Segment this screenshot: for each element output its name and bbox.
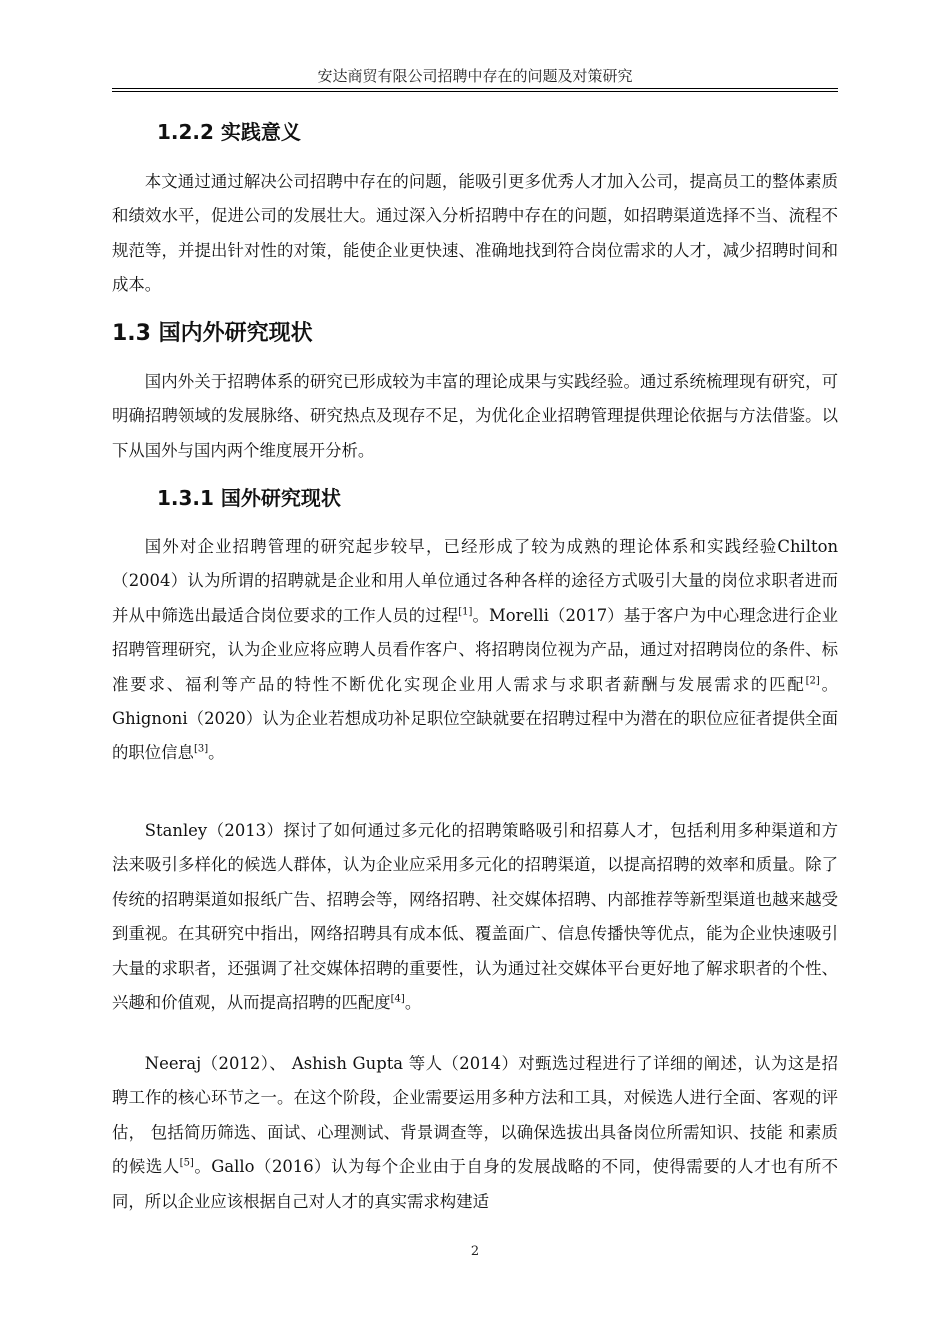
- text-run: 。: [404, 993, 422, 1013]
- paragraph-foreign-research-1: [112, 530, 838, 771]
- paragraph-foreign-research-3: [112, 1047, 838, 1219]
- text-run: 国外对企业招聘管理的研究起步较早，已经形成了较为成熟的理论体系和实践经验Chilton（2004）认为所谓的招聘就是企业和用人单位通过各种各样的途径方式吸引大量的岗位求职者进而并从中筛选出最适合岗位要求的工作人员的过程: [112, 537, 838, 625]
- header-rule: [112, 88, 838, 92]
- citation-ref: [4]: [390, 993, 405, 1005]
- paragraph-practical-significance: 本文通过通过解决公司招聘中存在的问题，能吸引更多优秀人才加入公司，提高员工的整体素质和绩效水平，促进公司的发展壮大。通过深入分析招聘中存在的问题，如招聘渠道选择不当、流程不规范等，并提出针对性的对策，能使企业更快速、准确地找到符合岗位需求的人才，减少招聘时间和成本。: [112, 172, 838, 295]
- citation-ref: [1]: [458, 606, 473, 618]
- heading-1-3: 1.3 国内外研究现状: [112, 321, 313, 346]
- text-run: 。: [208, 743, 225, 763]
- text-run: Neeraj（2012）、 Ashish Gupta 等人（2014）对甄选过程进行了详细的阐述，认为这是招聘工作的核心环节之一。在这个阶段，企业需要运用多种方法和工具，对候选人进行全面、客观的评估， 包括简历筛选、面试、心理测试、背景调查等，以确保选拔出具备岗位所需知识、技能 和素质的候选人: [112, 1054, 838, 1177]
- running-header: 安达商贸有限公司招聘中存在的问题及对策研究: [317, 67, 633, 85]
- citation-ref: [5]: [179, 1157, 194, 1169]
- citation-ref: [3]: [193, 743, 209, 755]
- text-run: 。Morelli（2017）基于客户为中心理念进行企业招聘管理研究，认为企业应将应聘人员看作客户、将招聘岗位视为产品，通过对招聘岗位的条件、标准要求、福利等产品的特性不断优化实现企业用人需求与求职者薪酬与发展需求的匹配: [112, 605, 839, 694]
- paragraph-foreign-research-2: [112, 814, 838, 1020]
- page-number: 2: [470, 1244, 480, 1259]
- text-run: 。Gallo（2016）认为每个企业由于自身的发展战略的不同，使得需要的人才也有所不同，所以企业应该根据自己对人才的真实需求构建适: [112, 1157, 839, 1211]
- paragraph-research-overview: 国内外关于招聘体系的研究已形成较为丰富的理论成果与实践经验。通过系统梳理现有研究，可明确招聘领域的发展脉络、研究热点及现存不足，为优化企业招聘管理提供理论依据与方法借鉴。以下从国外与国内两个维度展开分析。: [112, 372, 838, 460]
- text-run: 。Ghignoni（2020）认为企业若想成功补足职位空缺就要在招聘过程中为潜在的职位应征者提供全面的职位信息: [112, 674, 839, 763]
- text-run: Stanley（2013）探讨了如何通过多元化的招聘策略吸引和招募人才，包括利用多种渠道和方法来吸引多样化的候选人群体，认为企业应采用多元化的招聘渠道，以提高招聘的效率和质量。除了传统的招聘渠道如报纸广告、招聘会等，网络招聘、社交媒体招聘、内部推荐等新型渠道也越来越受到重视。在其研究中指出，网络招聘具有成本低、覆盖面广、信息传播快等优点，能为企业快速吸引大量的求职者，还强调了社交媒体招聘的重要性，认为通过社交媒体平台更好地了解求职者的个性、兴趣和价值观，从而提高招聘的匹配度: [112, 821, 838, 1013]
- heading-1-3-1: 1.3.1 国外研究现状: [157, 486, 341, 510]
- heading-1-2-2: 1.2.2 实践意义: [157, 120, 301, 144]
- citation-ref: [2]: [805, 675, 820, 687]
